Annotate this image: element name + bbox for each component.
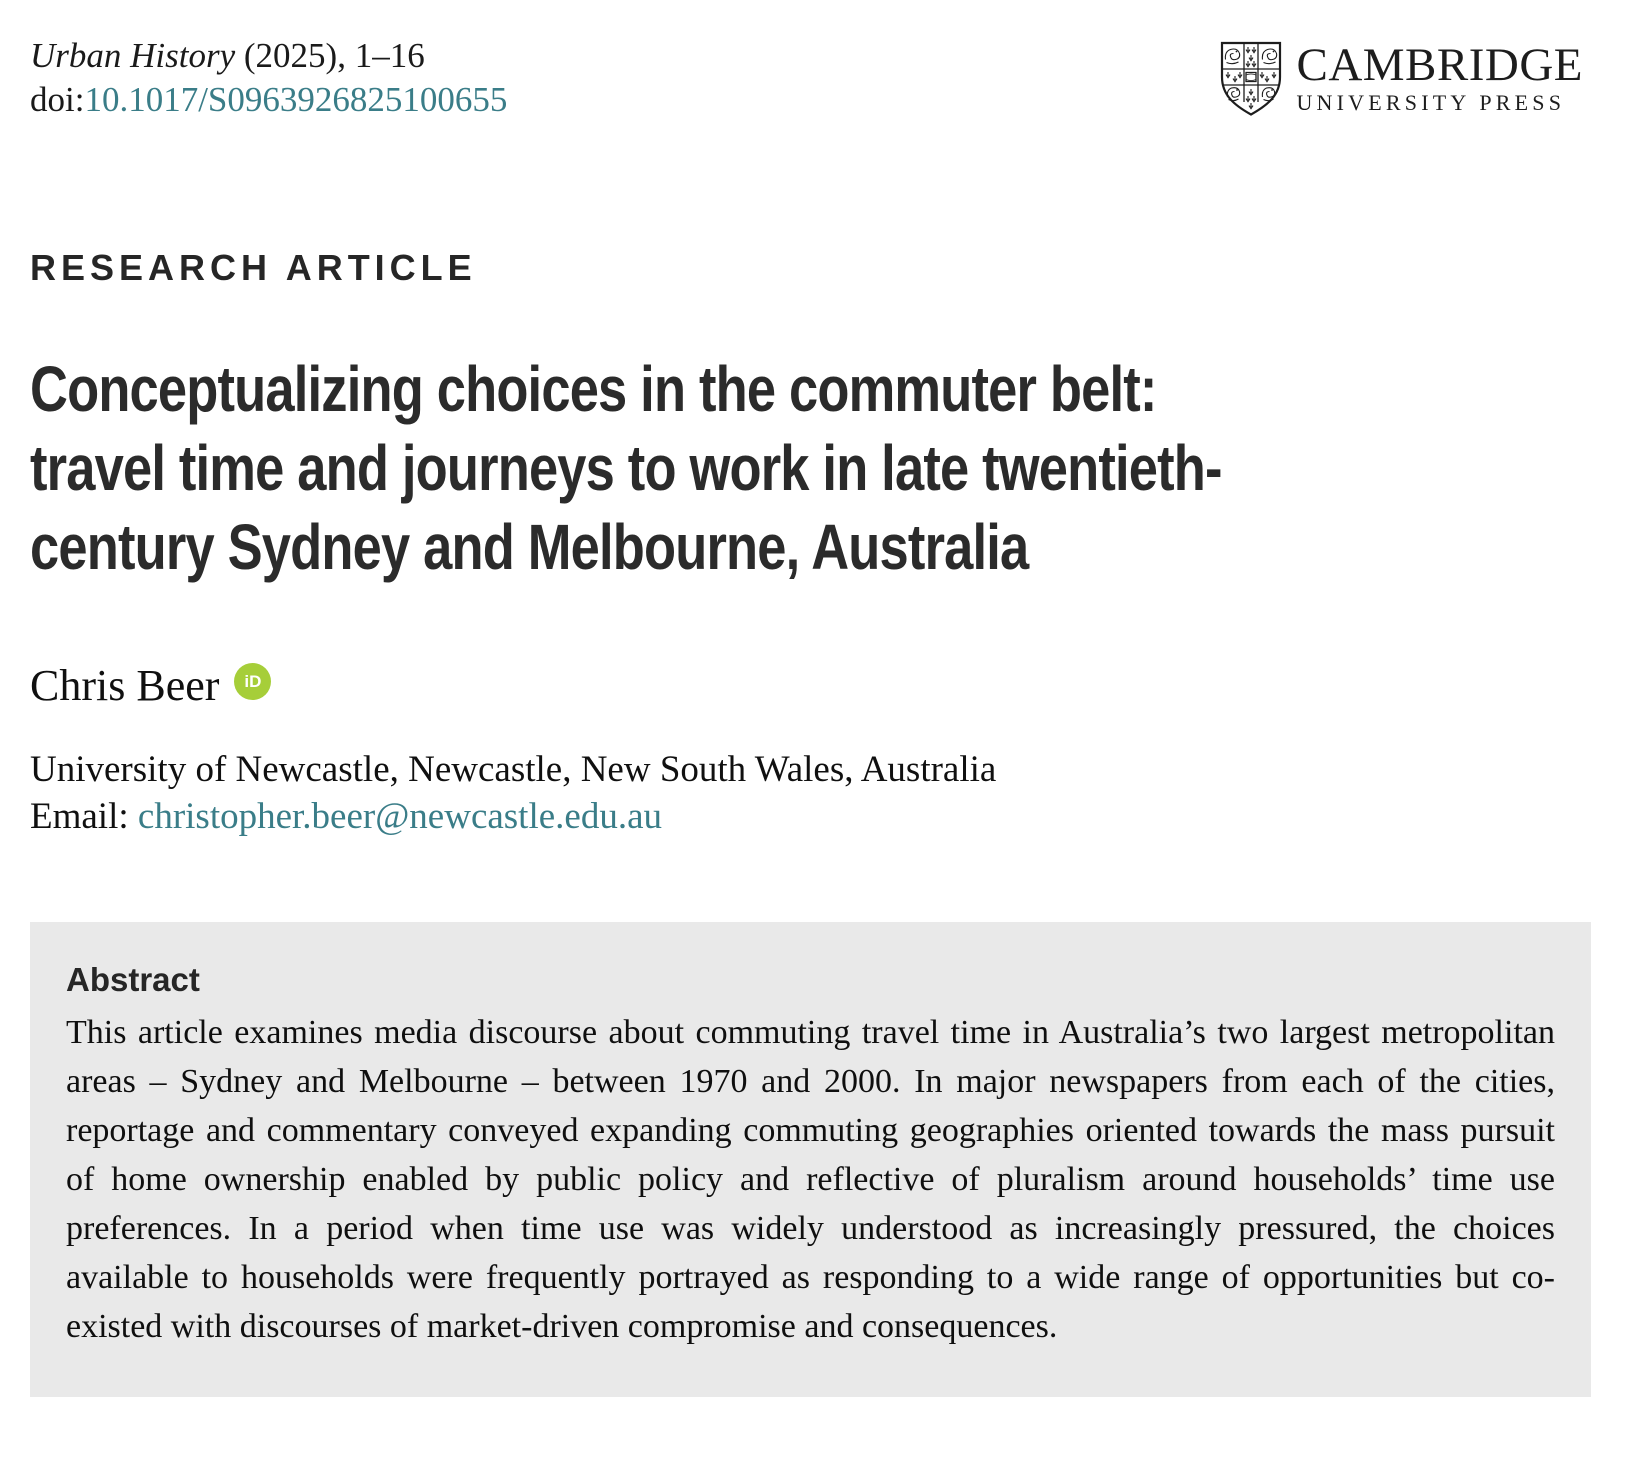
email-label: Email:: [30, 796, 138, 837]
journal-title: Urban History: [30, 36, 236, 75]
doi-line: [30, 78, 507, 122]
email-link[interactable]: christopher.beer@newcastle.edu.au: [137, 796, 663, 837]
author-name: Chris Beer: [30, 661, 220, 710]
journal-citation-block: [30, 34, 507, 122]
author-affiliation: University of Newcastle, Newcastle, New South Wales, Australia: [30, 749, 997, 790]
abstract-section: [30, 922, 1591, 1397]
cambridge-shield-icon: [1219, 40, 1283, 118]
publisher-name-line2: UNIVERSITY PRESS: [1296, 90, 1566, 115]
article-title-line-3: century Sydney and Melbourne, Australia: [30, 511, 1029, 583]
orcid-id-icon[interactable]: iD: [234, 663, 271, 700]
abstract-body-text: This article examines media discourse about commuting travel time in Australia’s two largest metropolitan areas – Sydney and Melbourne – between 1970 and 2000. In major newspapers from each of the cities, reportage and commentary conveyed expanding commuting geographies oriented towards the mass pursuit of home ownership enabled by public policy and reflective of pluralism around households’ time use preferences. In a period when time use was widely understood as increasingly pressured, the choices available to households were frequently portrayed as responding to a wide range of opportunities but co-existed with discourses of market-driven compromise and consequences.: [66, 1014, 1555, 1345]
article-title: [30, 350, 1483, 587]
article-title-line-2: travel time and journeys to work in late twentieth-: [30, 432, 1222, 504]
email-line: [30, 793, 996, 840]
affiliation-block: [30, 746, 996, 840]
publisher-wordmark: [1296, 39, 1583, 115]
doi-label: doi:: [30, 80, 85, 119]
author-row: [30, 660, 271, 711]
article-title-line-1: Conceptualizing choices in the commuter belt:: [30, 353, 1157, 425]
doi-link[interactable]: 10.1017/S0963926825100655: [84, 80, 508, 119]
journal-issue-pages: (2025), 1–16: [235, 36, 425, 75]
article-type-kicker: RESEARCH ARTICLE: [30, 247, 477, 288]
publisher-logo: [1219, 40, 1583, 118]
publisher-name-line1: CAMBRIDGE: [1296, 39, 1583, 91]
journal-citation-line: [30, 34, 507, 78]
abstract-heading: Abstract: [66, 961, 200, 998]
